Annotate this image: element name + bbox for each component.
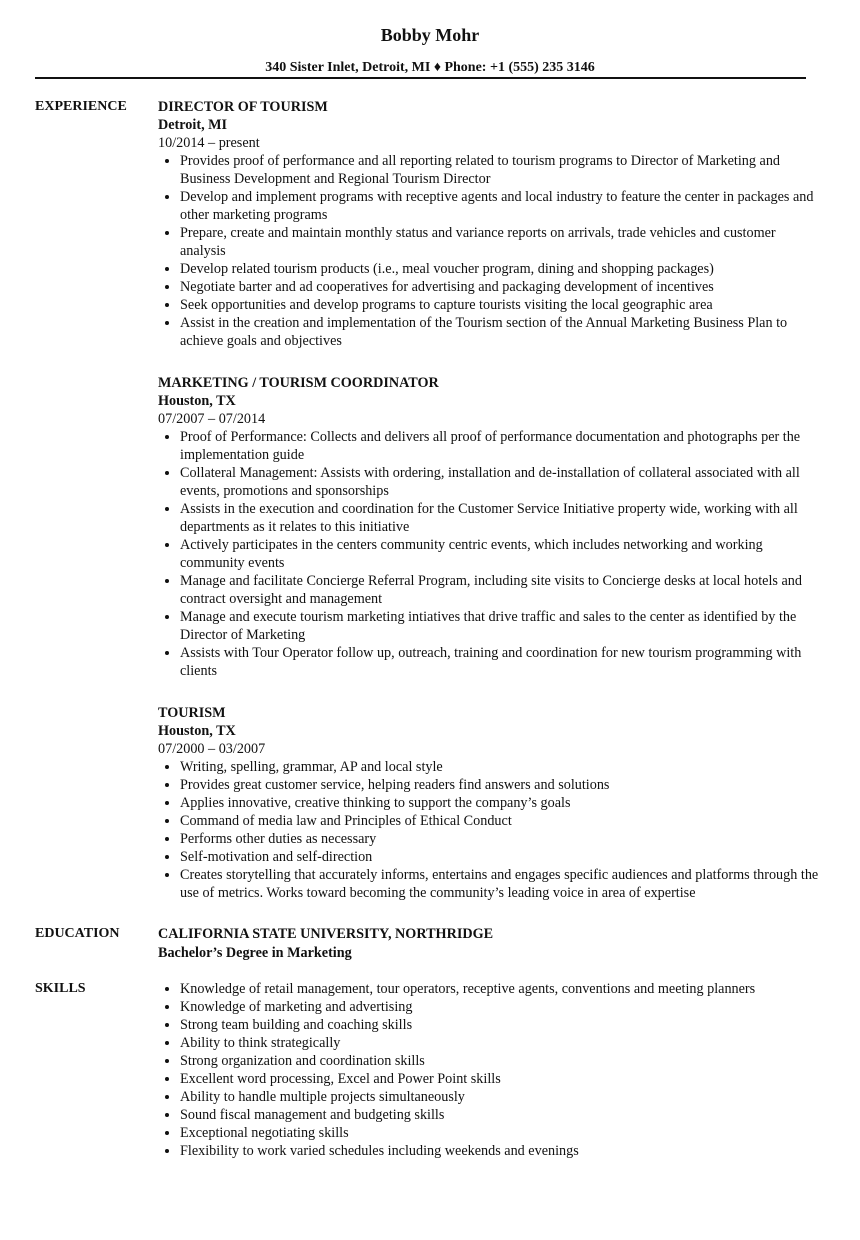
skill-item: • Exceptional negotiating skills: [180, 1124, 823, 1142]
list-item: • Seek opportunities and develop programs to capture tourists visiting the local geographic area: [180, 296, 823, 314]
section-label: SKILLS: [35, 981, 86, 996]
skills-list: [158, 980, 823, 1160]
list-item: • Performs other duties as necessary: [180, 830, 823, 848]
skill-item: • Flexibility to work varied schedules including weekends and evenings: [180, 1142, 823, 1160]
job-dates: 07/2007 – 07/2014: [158, 411, 266, 427]
list-item: • Self-motivation and self-direction: [180, 848, 823, 866]
list-item: • Manage and facilitate Concierge Referral Program, including site visits to Concierge desks at local hotels and contract oversight and management: [180, 572, 823, 608]
skills-section: [35, 980, 825, 1160]
list-item: • Assist in the creation and implementation of the Tourism section of the Annual Marketing Business Plan to achieve goals and objectives: [180, 314, 823, 350]
education-section: [35, 925, 825, 962]
list-item: • Negotiate barter and ad cooperatives for advertising and packaging development of incentives: [180, 278, 823, 296]
list-item: • Provides proof of performance and all reporting related to tourism programs to Director of Marketing and Business Development and Regional Tourism Director: [180, 152, 823, 188]
experience-section: [35, 98, 825, 926]
skill-item: • Knowledge of marketing and advertising: [180, 998, 823, 1016]
job-location: Houston, TX: [158, 723, 236, 739]
job-entry: [158, 704, 823, 902]
section-label: EDUCATION: [35, 926, 120, 941]
skill-item: • Knowledge of retail management, tour operators, receptive agents, conventions and meeting planners: [180, 980, 823, 998]
list-item: • Prepare, create and maintain monthly status and variance reports on arrivals, trade vehicles and customer analysis: [180, 224, 823, 260]
job-bullets: [158, 152, 823, 350]
job-entry: [158, 374, 823, 680]
skill-item: • Strong team building and coaching skills: [180, 1016, 823, 1034]
skill-item: • Ability to think strategically: [180, 1034, 823, 1052]
skill-item: • Ability to handle multiple projects simultaneously: [180, 1088, 823, 1106]
list-item: • Develop related tourism products (i.e., meal voucher program, dining and shopping packages): [180, 260, 823, 278]
job-location: Houston, TX: [158, 393, 236, 409]
list-item: • Assists with Tour Operator follow up, outreach, training and coordination for new tourism programming with clients: [180, 644, 823, 680]
list-item: • Assists in the execution and coordination for the Customer Service Initiative property wide, working with all departments as it relates to this initiative: [180, 500, 823, 536]
job-title: MARKETING / TOURISM COORDINATOR: [158, 375, 439, 391]
list-item: • Command of media law and Principles of Ethical Conduct: [180, 812, 823, 830]
job-title: DIRECTOR OF TOURISM: [158, 99, 328, 115]
candidate-name: Bobby Mohr: [380, 25, 480, 45]
degree: Bachelor’s Degree in Marketing: [158, 945, 352, 961]
skill-item: • Excellent word processing, Excel and Power Point skills: [180, 1070, 823, 1088]
list-item: • Applies innovative, creative thinking to support the company’s goals: [180, 794, 823, 812]
list-item: • Develop and implement programs with receptive agents and local industry to feature the center in packages and other marketing programs: [180, 188, 823, 224]
job-entry: [158, 98, 823, 350]
section-label: EXPERIENCE: [35, 99, 127, 114]
list-item: • Writing, spelling, grammar, AP and local style: [180, 758, 823, 776]
skill-item: • Strong organization and coordination skills: [180, 1052, 823, 1070]
contact-info: 340 Sister Inlet, Detroit, MI ♦ Phone: +1 (555) 235 3146: [265, 60, 595, 75]
skill-item: • Sound fiscal management and budgeting skills: [180, 1106, 823, 1124]
job-dates: 07/2000 – 03/2007: [158, 741, 266, 757]
job-title: TOURISM: [158, 705, 226, 721]
list-item: • Actively participates in the centers community centric events, which includes networking and working community events: [180, 536, 823, 572]
list-item: • Creates storytelling that accurately informs, entertains and engages specific audiences and platforms through the use of metrics. Works toward becoming the community’s leading voice in area of expertise: [180, 866, 823, 902]
list-item: • Provides great customer service, helping readers find answers and solutions: [180, 776, 823, 794]
job-location: Detroit, MI: [158, 117, 228, 133]
list-item: • Manage and execute tourism marketing intiatives that drive traffic and sales to the center as identified by the Director of Marketing: [180, 608, 823, 644]
job-dates: 10/2014 – present: [158, 135, 260, 151]
job-bullets: [158, 758, 823, 902]
school-name: CALIFORNIA STATE UNIVERSITY, NORTHRIDGE: [158, 926, 494, 942]
header-divider: [35, 77, 806, 79]
jobs-list: [158, 98, 823, 902]
list-item: • Collateral Management: Assists with ordering, installation and de-installation of collateral associated with all events, promotions and sponsorships: [180, 464, 823, 500]
job-bullets: [158, 428, 823, 680]
list-item: • Proof of Performance: Collects and delivers all proof of performance documentation and photographs per the implementation guide: [180, 428, 823, 464]
